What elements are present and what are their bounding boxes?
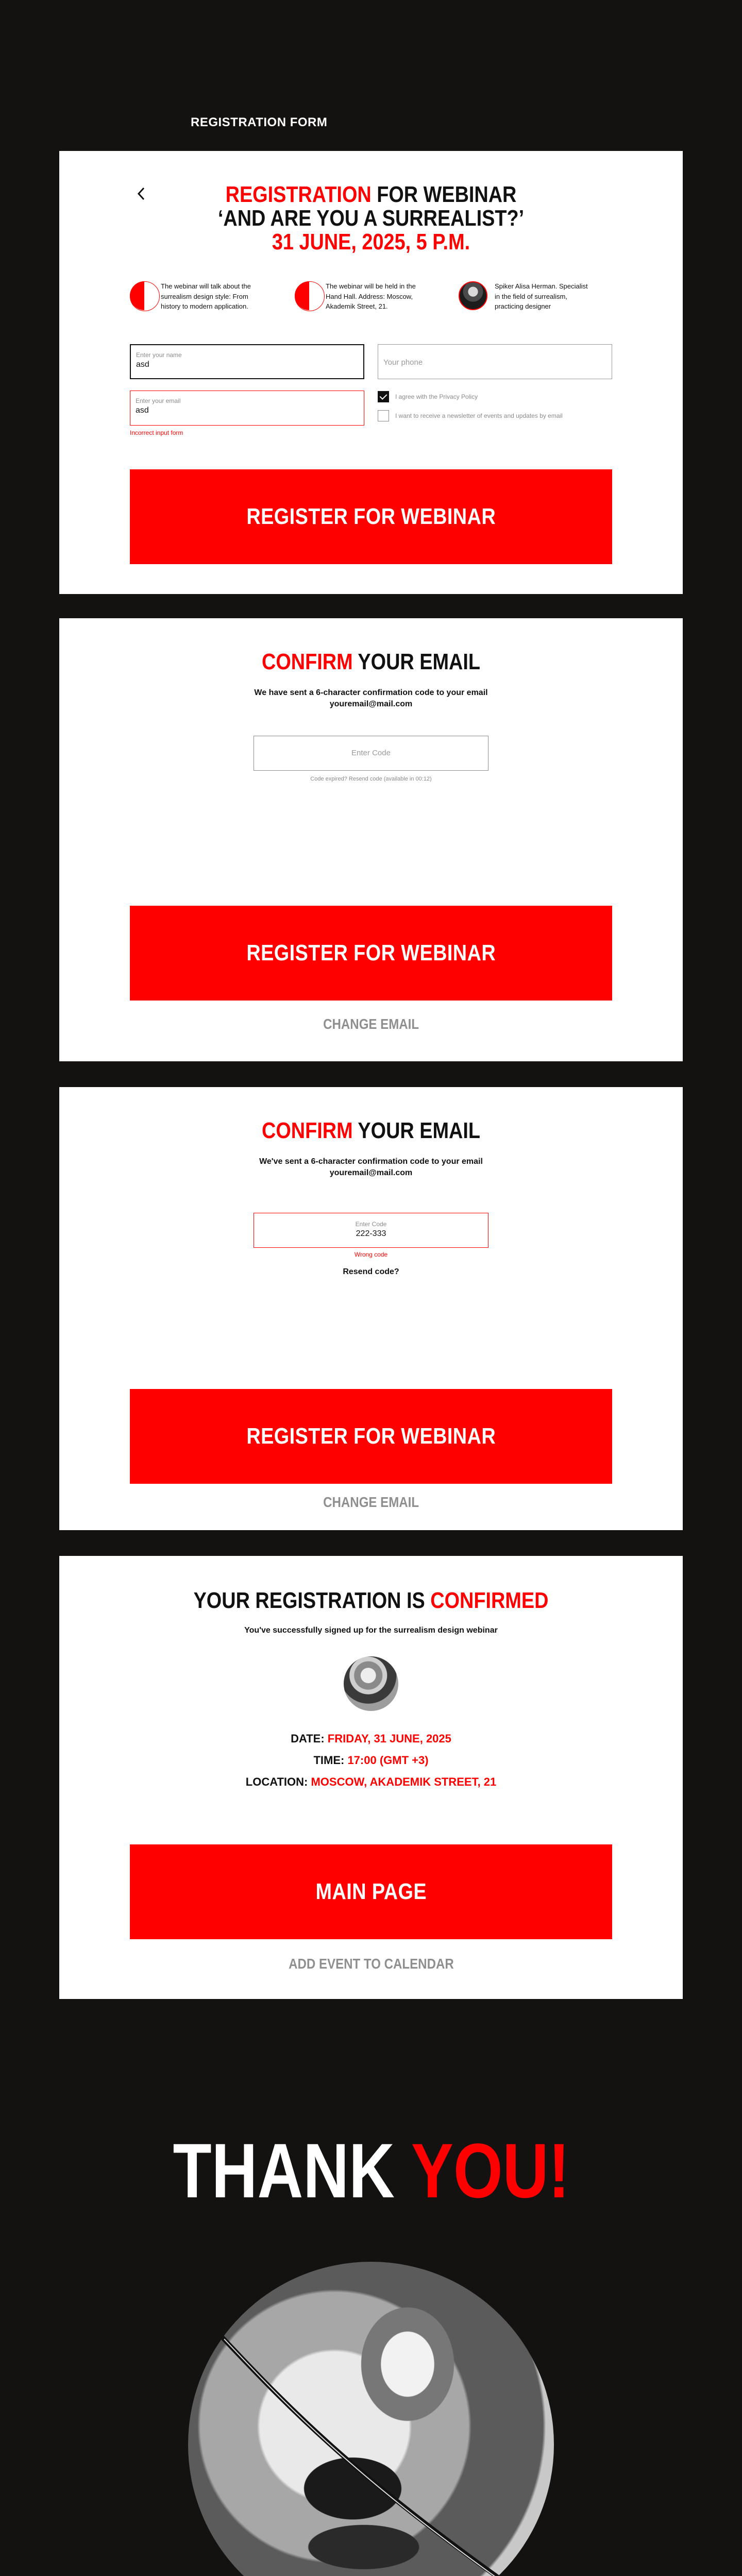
main-page-button-label: MAIN PAGE bbox=[315, 1879, 427, 1904]
confirm-subtitle bbox=[59, 1156, 683, 1178]
time-value: 17:00 (GMT +3) bbox=[347, 1753, 429, 1767]
confirm-email-address: youremail@mail.com bbox=[329, 1168, 413, 1177]
info-text-location: The webinar will be held in the Hand Hall. Address: Moscow, Akademik Street, 21. bbox=[326, 282, 416, 310]
half-circle-icon bbox=[295, 281, 318, 310]
time-row bbox=[59, 1750, 683, 1771]
code-input[interactable] bbox=[254, 736, 488, 771]
location-row bbox=[59, 1771, 683, 1793]
title-highlight: REGISTRATION bbox=[225, 182, 372, 207]
code-label: Enter Code bbox=[355, 1221, 387, 1228]
confirm-title-highlight: CONFIRM bbox=[262, 649, 353, 674]
info-text-topic: The webinar will talk about the surrealism design style: From history to modern application. bbox=[161, 282, 251, 310]
change-email-link[interactable] bbox=[59, 1494, 683, 1511]
confirmed-title-highlight: CONFIRMED bbox=[430, 1588, 549, 1613]
confirmed-title-rest: YOUR REGISTRATION IS bbox=[193, 1588, 431, 1613]
confirm-title-highlight: CONFIRM bbox=[262, 1118, 353, 1143]
confirm-subtitle-text: We've sent a 6-character confirmation code to your email bbox=[259, 1157, 483, 1166]
event-datetime: 31 JUNE, 2025, 5 P.M. bbox=[272, 229, 470, 255]
code-error: Wrong code bbox=[354, 1251, 388, 1258]
register-button-label: REGISTER FOR WEBINAR bbox=[246, 940, 496, 965]
registration-title bbox=[59, 183, 683, 253]
email-field-label: Enter your email bbox=[136, 397, 181, 404]
phone-field[interactable] bbox=[378, 344, 612, 379]
location-value: MOSCOW, AKADEMIK STREET, 21 bbox=[311, 1775, 497, 1788]
email-field-value: asd bbox=[136, 406, 149, 415]
section-label: REGISTRATION FORM bbox=[191, 115, 328, 129]
register-button[interactable] bbox=[130, 1389, 612, 1484]
info-text-speaker: Spiker Alisa Herman. Specialist in the field of surrealism, practicing designer bbox=[495, 282, 588, 310]
hero-portrait bbox=[188, 2262, 554, 2576]
add-to-calendar-link[interactable] bbox=[59, 1956, 683, 1972]
rope-strand bbox=[188, 2262, 554, 2576]
speaker-avatar bbox=[459, 281, 487, 310]
confirm-subtitle bbox=[59, 687, 683, 709]
info-item-location bbox=[295, 281, 424, 312]
info-row bbox=[130, 281, 612, 317]
title-line2: ‘AND ARE YOU A SURREALIST?’ bbox=[217, 205, 525, 231]
name-field[interactable] bbox=[130, 344, 364, 379]
email-error: Incorrect input form bbox=[130, 429, 183, 436]
confirmed-title bbox=[103, 1589, 639, 1613]
info-item-speaker bbox=[459, 281, 593, 312]
confirm-subtitle-text: We have sent a 6-character confirmation code to your email bbox=[254, 688, 488, 697]
name-field-value: asd bbox=[136, 360, 149, 369]
register-button-label: REGISTER FOR WEBINAR bbox=[246, 1423, 496, 1449]
newsletter-checkbox[interactable] bbox=[378, 410, 389, 421]
confirm-email-error-panel bbox=[59, 1087, 683, 1530]
location-label: LOCATION: bbox=[245, 1775, 311, 1788]
newsletter-label: I want to receive a newsletter of events and updates by email bbox=[395, 412, 563, 419]
email-field[interactable] bbox=[130, 391, 364, 426]
resend-code-link[interactable]: Resend code? bbox=[343, 1267, 399, 1276]
change-email-label: CHANGE EMAIL bbox=[323, 1494, 419, 1510]
phone-field-placeholder: Your phone bbox=[383, 358, 423, 367]
thank-word: THANK bbox=[173, 2127, 411, 2214]
add-to-calendar-label: ADD EVENT TO CALENDAR bbox=[288, 1956, 454, 1972]
thank-you-heading bbox=[0, 2127, 742, 2214]
name-field-label: Enter your name bbox=[136, 351, 182, 359]
date-label: DATE: bbox=[291, 1732, 328, 1745]
code-input[interactable] bbox=[254, 1213, 488, 1248]
registration-confirmed-panel bbox=[59, 1556, 683, 1999]
code-placeholder: Enter Code bbox=[351, 749, 391, 757]
confirm-title bbox=[103, 650, 639, 674]
register-button[interactable] bbox=[130, 906, 612, 1001]
info-item-topic bbox=[130, 281, 259, 312]
speaker-photo bbox=[344, 1656, 398, 1711]
privacy-label: I agree with the Privacy Policy bbox=[395, 393, 478, 400]
event-details bbox=[59, 1728, 683, 1792]
confirm-email-address: youremail@mail.com bbox=[329, 699, 413, 708]
register-button-label: REGISTER FOR WEBINAR bbox=[246, 504, 496, 529]
confirm-email-panel bbox=[59, 618, 683, 1061]
change-email-link[interactable] bbox=[59, 1016, 683, 1032]
time-label: TIME: bbox=[313, 1753, 348, 1767]
resend-hint[interactable]: Code expired? Resend code (available in 00:12) bbox=[310, 776, 432, 782]
code-value: 222-333 bbox=[356, 1229, 386, 1238]
date-value: FRIDAY, 31 JUNE, 2025 bbox=[327, 1732, 451, 1745]
confirm-title bbox=[103, 1119, 639, 1143]
confirm-title-rest: YOUR EMAIL bbox=[352, 1118, 480, 1143]
confirm-title-rest: YOUR EMAIL bbox=[352, 649, 480, 674]
register-button[interactable] bbox=[130, 469, 612, 564]
half-circle-icon bbox=[130, 281, 154, 310]
title-rest: FOR WEBINAR bbox=[371, 182, 517, 207]
privacy-checkbox[interactable] bbox=[378, 391, 389, 402]
registration-form-panel bbox=[59, 151, 683, 594]
main-page-button[interactable] bbox=[130, 1844, 612, 1939]
change-email-label: CHANGE EMAIL bbox=[323, 1016, 419, 1032]
date-row bbox=[59, 1728, 683, 1750]
confirmed-subtitle: You've successfully signed up for the surrealism design webinar bbox=[244, 1626, 498, 1635]
you-word: YOU! bbox=[411, 2127, 569, 2214]
